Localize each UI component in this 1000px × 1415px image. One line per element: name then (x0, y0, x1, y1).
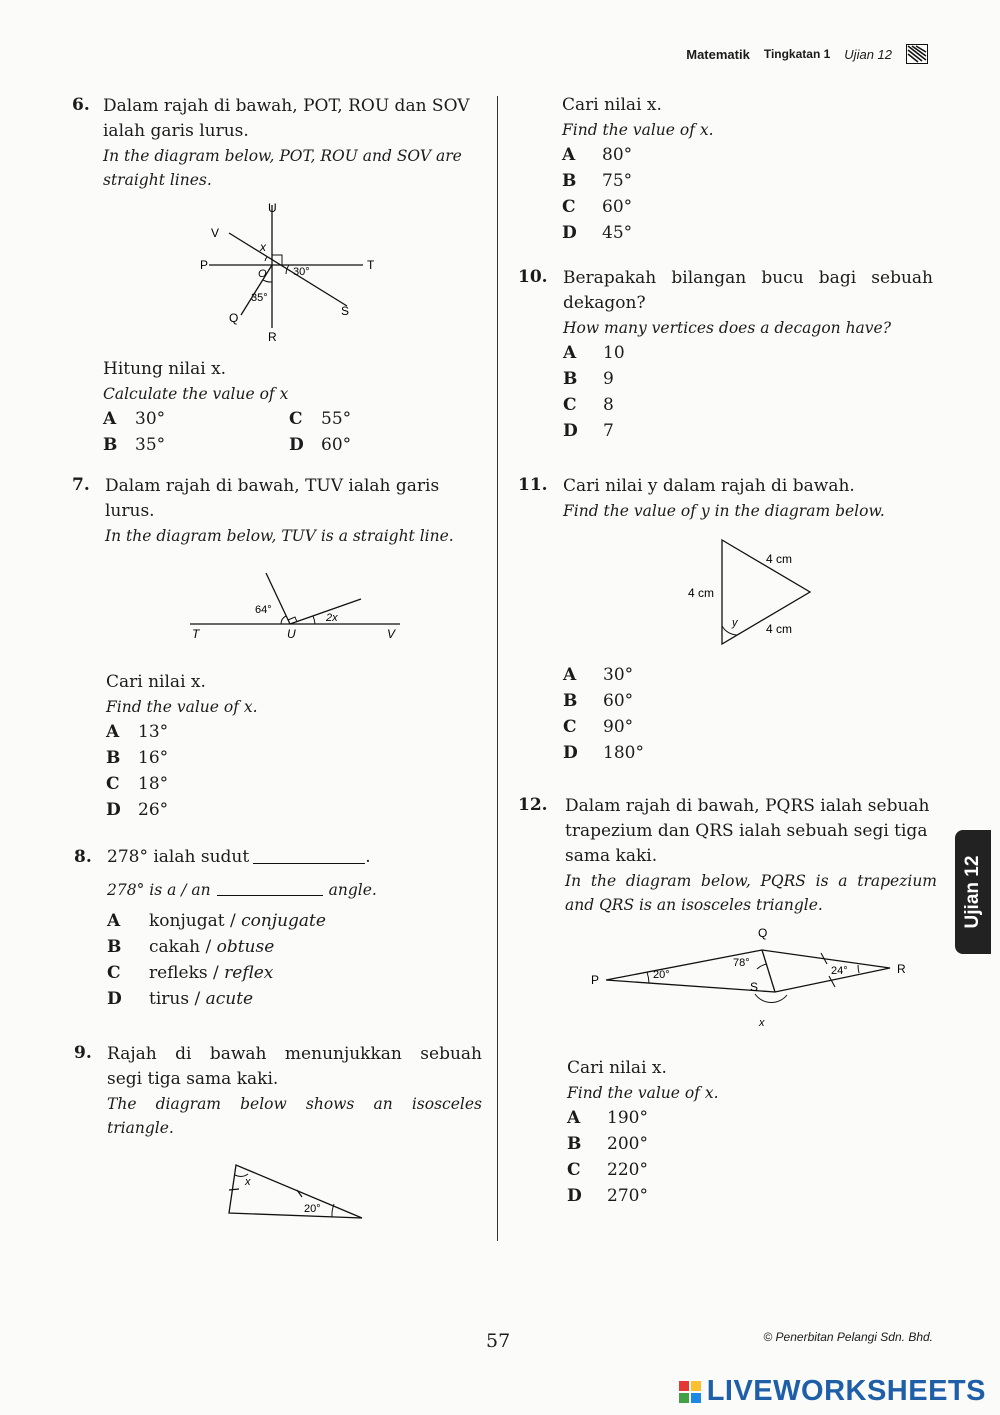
ask-ms: Cari nilai x. (567, 1058, 667, 1078)
q12-diagram (585, 922, 915, 1032)
option-b[interactable]: B cakah / obtuse (107, 937, 275, 957)
question-number: 10. (518, 267, 548, 287)
option-b[interactable]: B 16° (106, 748, 169, 768)
question-text-ms: dekagon? (563, 293, 646, 313)
side-tab-label: Ujian 12 (962, 855, 983, 929)
page-header (686, 44, 928, 64)
option-c[interactable]: C 60° (562, 197, 633, 217)
ask-ms: Cari nilai x. (562, 95, 662, 115)
q7-diagram (185, 565, 410, 650)
question-text-ms: ialah garis lurus. (103, 121, 249, 141)
question-text-en-end: angle. (328, 881, 377, 899)
label-o: O (258, 268, 267, 280)
question-text-ms: 278° ialah sudut (107, 847, 250, 867)
column-divider (497, 96, 498, 1241)
option-b[interactable]: B 9 (563, 369, 614, 389)
label-angle-2x: 2x (326, 612, 338, 624)
option-b[interactable]: B 75° (562, 171, 633, 191)
ask-en: Find the value of x. (106, 698, 258, 716)
label-p: P (591, 973, 600, 987)
option-d[interactable]: D 270° (567, 1186, 648, 1206)
option-a[interactable]: A 80° (562, 145, 633, 165)
liveworksheets-wordmark: LIVEWORKSHEETS (706, 1375, 986, 1407)
question-text-en: straight lines. (103, 171, 212, 189)
option-d[interactable]: D 60° (289, 435, 352, 455)
label-q: Q (229, 311, 239, 325)
label-s: S (341, 304, 350, 318)
label-angle-64: 64° (255, 604, 272, 616)
question-number: 11. (518, 475, 548, 495)
question-text-en: triangle. (107, 1119, 174, 1137)
option-a[interactable]: A 30° (563, 665, 634, 685)
question-text-en: In the diagram below, PQRS is a trapezium (565, 872, 937, 890)
option-a[interactable]: A 190° (567, 1108, 648, 1128)
answer-blank-en[interactable] (217, 895, 323, 896)
q9-answer-block (562, 93, 942, 246)
q7-answer-block (106, 670, 466, 823)
label-angle-20: 20° (653, 969, 670, 981)
label-x: x (260, 240, 266, 254)
q6-diagram (195, 195, 395, 350)
header-subject: Matematik (686, 46, 750, 62)
label-angle-24: 24° (831, 965, 848, 977)
ask-en: Calculate the value of x (103, 385, 289, 403)
liveworksheets-grid-icon (679, 1381, 701, 1403)
question-text-ms: trapezium dan QRS ialah sebuah segi tiga (565, 821, 928, 841)
label-angle-20: 20° (304, 1203, 321, 1215)
question-text-en: In the diagram below, POT, ROU and SOV are (103, 147, 462, 165)
label-side-bottom: 4 cm (766, 622, 793, 636)
question-text-ms: Berapakah bilangan bucu bagi sebuah (563, 268, 933, 288)
label-x: x (245, 1176, 251, 1188)
answer-blank[interactable] (253, 863, 365, 864)
label-t: T (192, 627, 200, 641)
option-b[interactable]: B 35° (103, 435, 166, 455)
option-b[interactable]: B 200° (567, 1134, 648, 1154)
q12-answer-block (567, 1056, 887, 1209)
option-d[interactable]: D 7 (563, 421, 614, 441)
label-v: V (211, 226, 220, 240)
publisher-logo-icon (906, 44, 928, 64)
label-side-left: 4 cm (688, 586, 715, 600)
label-p: P (200, 258, 209, 272)
ask-ms: Hitung nilai x. (103, 359, 227, 379)
ask-ms: Cari nilai x. (106, 672, 206, 692)
option-a[interactable]: A konjugat / conjugate (107, 911, 326, 931)
q9-diagram (222, 1160, 372, 1225)
option-c[interactable]: C 8 (563, 395, 614, 415)
question-text-en: The diagram below shows an isosceles (107, 1095, 482, 1113)
label-angle-78: 78° (733, 957, 750, 969)
question-text-en: Find the value of y in the diagram below. (563, 502, 885, 520)
label-r: R (268, 330, 277, 344)
option-d[interactable]: D 180° (563, 743, 644, 763)
question-text-ms: Dalam rajah di bawah, TUV ialah garis (105, 476, 440, 496)
question-number: 7. (72, 475, 90, 495)
q6-answer-block (103, 357, 483, 458)
label-v: V (387, 627, 396, 641)
side-tab (955, 830, 991, 954)
label-y: y (732, 617, 738, 629)
question-text-ms: Dalam rajah di bawah, PQRS ialah sebuah (565, 796, 930, 816)
label-r: R (897, 962, 906, 976)
option-c[interactable]: C 18° (106, 774, 169, 794)
option-a[interactable]: A 10 (563, 343, 625, 363)
option-a[interactable]: A 13° (106, 722, 169, 742)
question-number: 9. (74, 1043, 92, 1063)
label-angle-30: 30° (293, 266, 310, 278)
option-d[interactable]: D 26° (106, 800, 169, 820)
question-text-ms: Dalam rajah di bawah, POT, ROU dan SOV (103, 96, 470, 116)
copyright: © Penerbitan Pelangi Sdn. Bhd. (763, 1330, 933, 1344)
question-text-en: 278° is a / an (107, 881, 211, 899)
option-c[interactable]: C 90° (563, 717, 634, 737)
option-c[interactable]: C refleks / reflex (107, 963, 274, 983)
label-s: S (750, 980, 759, 994)
header-form: Tingkatan 1 (763, 47, 831, 61)
question-text-ms: Rajah di bawah menunjukkan sebuah (107, 1044, 482, 1064)
question-text-en: and QRS is an isosceles triangle. (565, 896, 823, 914)
question-text-en: How many vertices does a decagon have? (563, 319, 892, 337)
q11-diagram (680, 535, 820, 650)
option-c[interactable]: C 220° (567, 1160, 648, 1180)
question-text-ms: sama kaki. (565, 846, 658, 866)
question-text-ms: segi tiga sama kaki. (107, 1069, 279, 1089)
header-test: Ujian 12 (844, 46, 892, 62)
question-number: 12. (518, 795, 548, 815)
label-u: U (287, 627, 296, 641)
q11-options (563, 662, 863, 766)
question-text-ms: lurus. (105, 501, 155, 521)
option-a[interactable]: A 30° (103, 409, 166, 429)
liveworksheets-logo (679, 1375, 986, 1408)
option-d[interactable]: D tirus / acute (107, 989, 254, 1009)
ask-en: Find the value of x. (567, 1084, 719, 1102)
label-t: T (367, 258, 375, 272)
question-text-en: In the diagram below, TUV is a straight line. (105, 527, 454, 545)
label-q: Q (758, 926, 768, 940)
label-u: U (268, 201, 277, 215)
question-text-ms: Cari nilai y dalam rajah di bawah. (563, 476, 855, 496)
label-side-top: 4 cm (766, 552, 793, 566)
label-x: x (759, 1017, 765, 1029)
ask-en: Find the value of x. (562, 121, 714, 139)
label-angle-35: 35° (251, 292, 268, 304)
page-number: 57 (486, 1330, 511, 1352)
question-number: 8. (74, 847, 92, 867)
option-d[interactable]: D 45° (562, 223, 633, 243)
option-b[interactable]: B 60° (563, 691, 634, 711)
question-number: 6. (72, 95, 90, 115)
option-c[interactable]: C 55° (289, 409, 352, 429)
